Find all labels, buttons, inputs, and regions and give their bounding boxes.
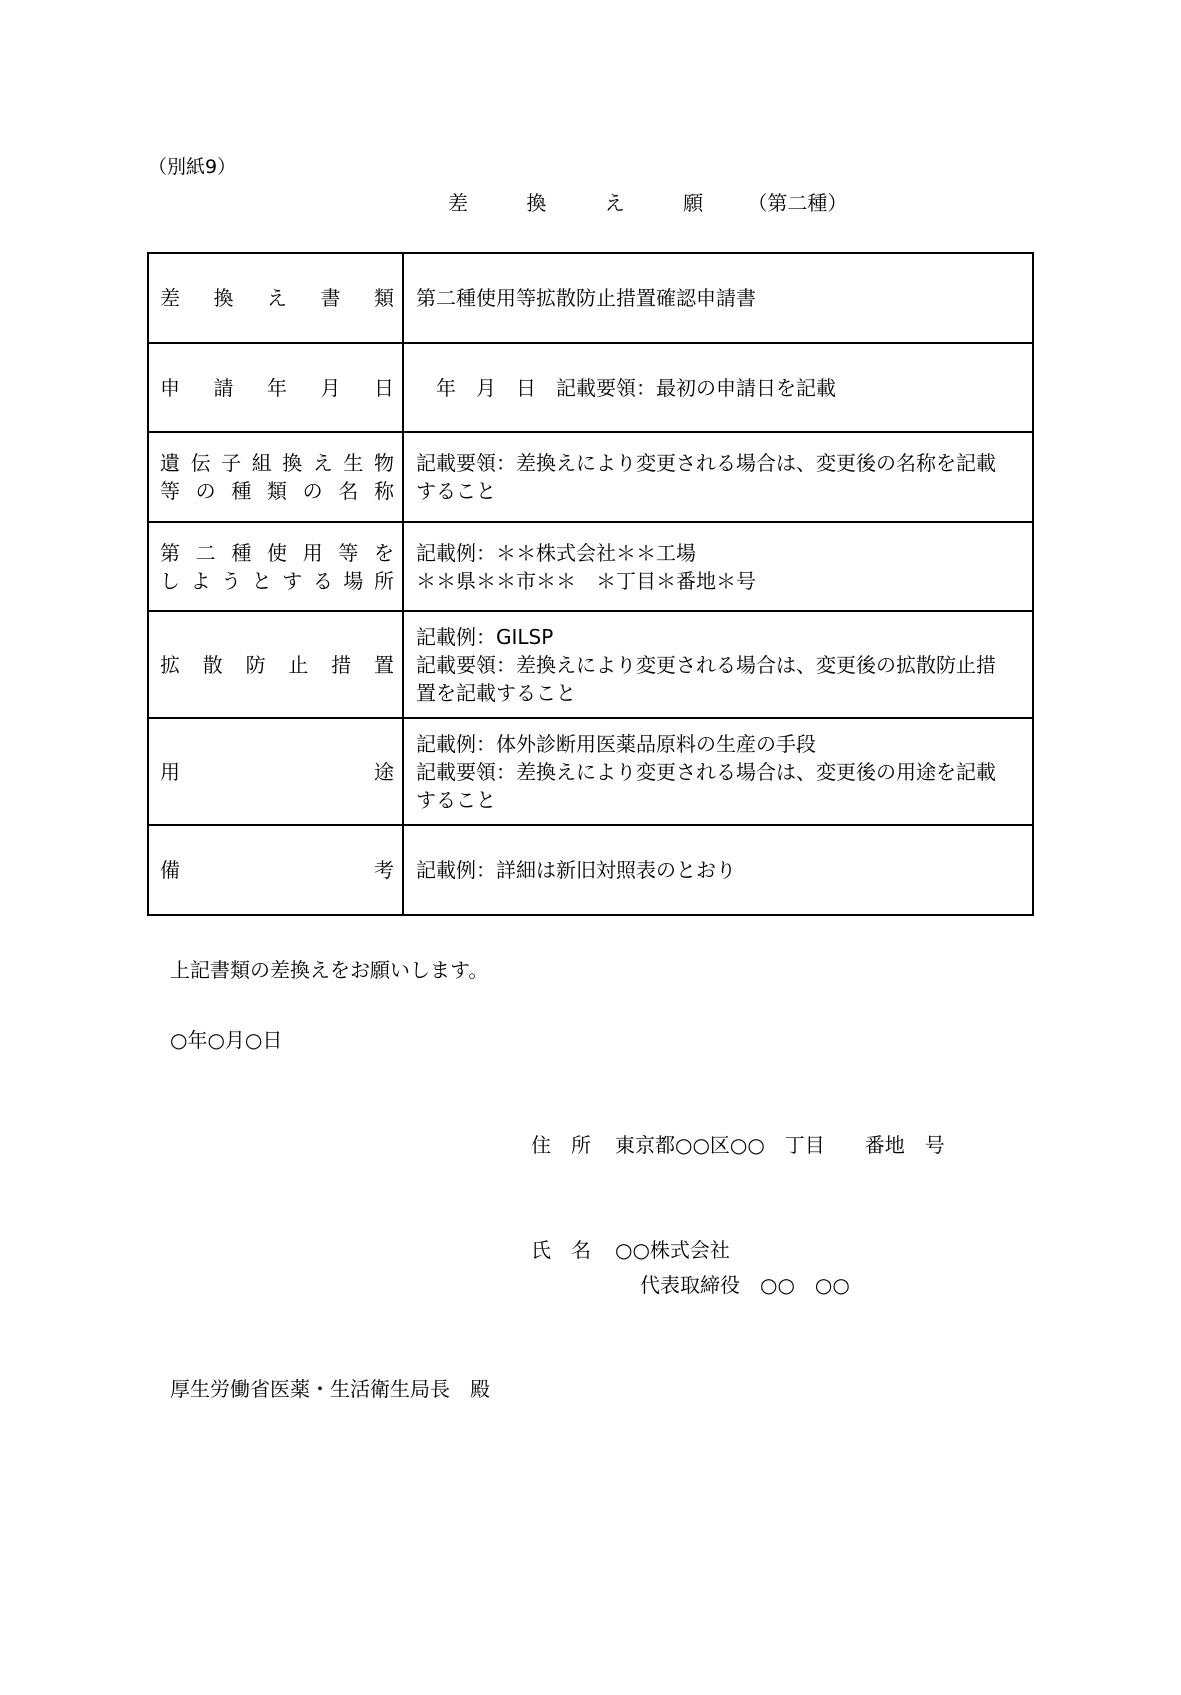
label-char: 年 — [267, 375, 287, 400]
value-line: 記載例：詳細は新旧対照表のとおり — [416, 858, 736, 882]
label-char: る — [312, 568, 333, 593]
row-label — [148, 343, 403, 432]
label-line — [160, 651, 394, 679]
applicant-name — [531, 1234, 730, 1263]
label-char: す — [282, 568, 303, 593]
label-char: 名 — [338, 479, 359, 503]
label-char: え — [312, 451, 333, 475]
label-char: 換 — [282, 451, 303, 475]
label-char: よ — [190, 568, 211, 593]
label-char: 第 — [160, 540, 180, 565]
row-label — [148, 253, 403, 343]
name-value: ○○株式会社 — [615, 1238, 730, 1262]
label-char: と — [251, 568, 272, 593]
label-line — [160, 449, 394, 477]
label-char: 書 — [320, 286, 341, 310]
table-row — [148, 522, 1033, 611]
label-char: を — [373, 540, 394, 565]
row-label — [148, 432, 403, 522]
value-line: すること — [416, 479, 496, 503]
value-line: 記載例：GILSP — [416, 624, 554, 649]
row-label — [148, 522, 403, 611]
document-title — [448, 187, 847, 216]
label-char: 子 — [221, 451, 242, 475]
label-char: 組 — [251, 451, 272, 475]
label-line — [160, 539, 394, 567]
label-char: の — [302, 479, 323, 503]
label-char: 月 — [320, 375, 341, 400]
addressee: 厚生労働省医薬・生活衛生局長 殿 — [170, 1377, 490, 1401]
value-line: 記載要領：差換えにより変更される場合は、変更後の拡散防止措 — [416, 652, 996, 677]
application-table — [147, 252, 1034, 916]
label-char: 用 — [160, 759, 180, 784]
label-line — [160, 856, 394, 884]
label-char: 所 — [373, 568, 394, 593]
label-char: 散 — [202, 652, 223, 677]
label-char: 日 — [374, 375, 394, 400]
address-label: 住 所 — [531, 1133, 591, 1157]
representative: 代表取締役 ○○ ○○ — [640, 1273, 850, 1297]
label-char: 止 — [288, 652, 309, 677]
annex-label: （別紙9） — [148, 156, 237, 178]
label-char: 種 — [231, 479, 252, 503]
value-line: 第二種使用等拡散防止措置確認申請書 — [416, 286, 756, 310]
label-char: 伝 — [190, 451, 211, 475]
label-line — [160, 374, 394, 402]
label-char: 途 — [374, 759, 394, 784]
request-text: 上記書類の差換えをお願いします。 — [170, 958, 489, 982]
label-char: 等 — [338, 540, 359, 565]
label-char: 場 — [343, 568, 364, 593]
label-char: 申 — [160, 375, 180, 400]
label-char: 遺 — [160, 451, 180, 475]
label-char: 備 — [160, 858, 180, 882]
label-char: 等 — [160, 479, 180, 503]
value-line: 記載要領：差換えにより変更される場合は、変更後の用途を記載 — [416, 759, 996, 784]
label-char: 種 — [231, 540, 252, 565]
title-sub: （第二種） — [747, 191, 848, 215]
label-char: 差 — [160, 286, 180, 310]
row-value — [403, 253, 1033, 343]
label-line — [160, 477, 394, 505]
label-char: 換 — [213, 286, 234, 310]
address-value: 東京都○○区○○ 丁目 番地 号 — [615, 1133, 945, 1157]
table-row — [148, 611, 1033, 718]
table-row — [148, 825, 1033, 915]
table-row — [148, 253, 1033, 343]
label-char: 防 — [245, 652, 266, 677]
label-char: 使 — [266, 540, 287, 565]
label-char: の — [195, 479, 216, 503]
row-value — [403, 611, 1033, 718]
value-line: 記載例：＊＊株式会社＊＊工場 — [416, 540, 696, 565]
label-char: 類 — [374, 286, 394, 310]
value-line: 記載要領：差換えにより変更される場合は、変更後の名称を記載 — [416, 451, 996, 475]
label-char: 置 — [373, 652, 394, 677]
label-line — [160, 758, 394, 786]
title-main: 差 換 え 願 — [448, 191, 730, 215]
label-char: 用 — [302, 540, 323, 565]
value-line: すること — [416, 787, 496, 812]
label-char: 考 — [374, 858, 394, 882]
label-char: し — [160, 568, 180, 593]
row-value — [403, 432, 1033, 522]
label-char: え — [267, 286, 287, 310]
label-char: 生 — [343, 451, 364, 475]
table-row — [148, 432, 1033, 522]
row-value — [403, 343, 1033, 432]
row-label — [148, 611, 403, 718]
value-line: 置を記載すること — [416, 680, 576, 705]
row-value — [403, 718, 1033, 825]
submission-date: ○年○月○日 — [170, 1028, 283, 1052]
row-label — [148, 825, 403, 915]
label-line — [160, 284, 394, 312]
table-row — [148, 718, 1033, 825]
row-label — [148, 718, 403, 825]
label-char: 請 — [213, 375, 234, 400]
table-row — [148, 343, 1033, 432]
label-char: 物 — [373, 451, 394, 475]
row-value — [403, 825, 1033, 915]
label-char: う — [221, 568, 242, 593]
value-line: 年 月 日 記載要領：最初の申請日を記載 — [416, 375, 836, 400]
applicant-address — [531, 1129, 945, 1158]
label-char: 称 — [373, 479, 394, 503]
label-char: 類 — [266, 479, 287, 503]
name-label: 氏 名 — [531, 1238, 591, 1262]
label-char: 二 — [195, 540, 216, 565]
value-line: 記載例：体外診断用医薬品原料の生産の手段 — [416, 731, 816, 756]
label-char: 措 — [331, 652, 352, 677]
row-value — [403, 522, 1033, 611]
label-line — [160, 567, 394, 595]
value-line: ＊＊県＊＊市＊＊ ＊丁目＊番地＊号 — [416, 568, 756, 593]
label-char: 拡 — [160, 652, 180, 677]
